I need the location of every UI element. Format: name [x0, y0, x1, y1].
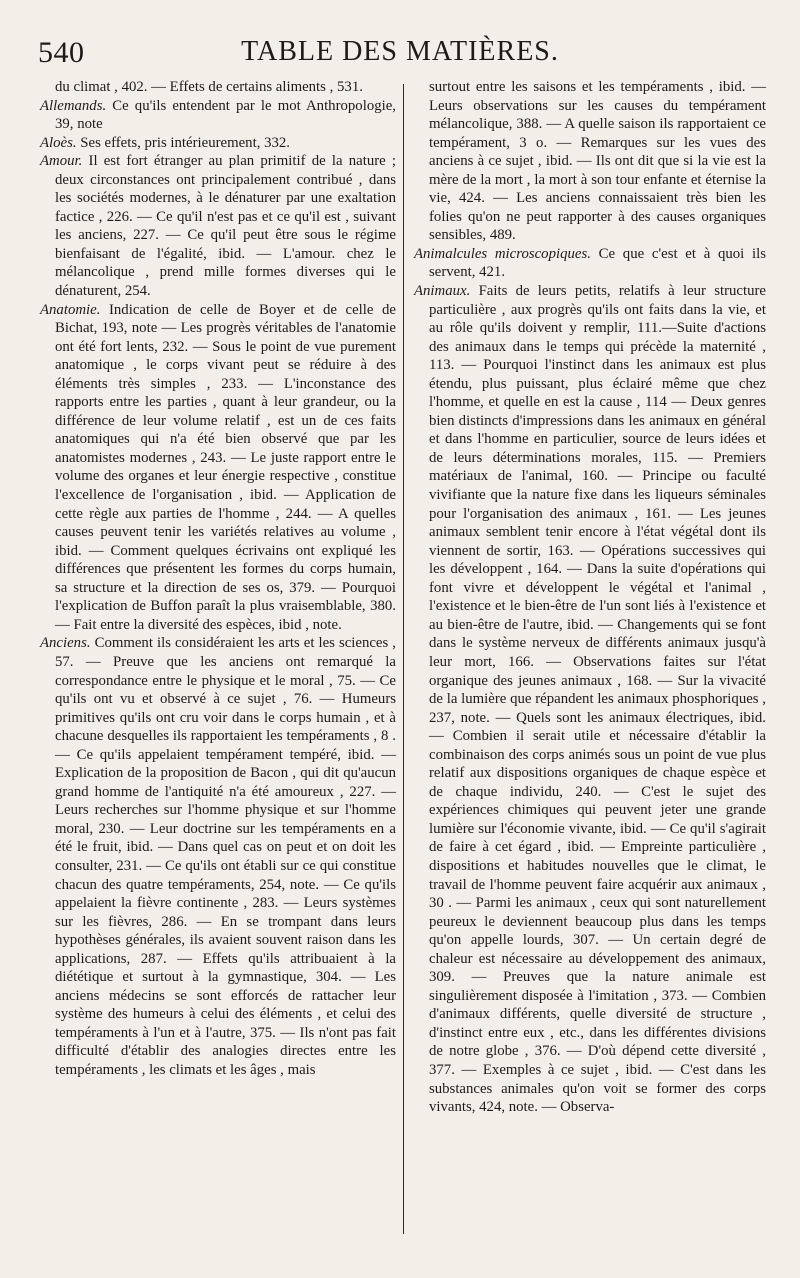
- entry-text: Ce que c'est et à quoi ils servent, 421.: [429, 245, 766, 281]
- entry-heading: Anciens.: [40, 635, 91, 652]
- index-entry: [40, 97, 396, 134]
- column-divider: [403, 84, 404, 1234]
- entry-heading: Animaux.: [414, 283, 471, 300]
- entry-text: Ce qu'ils entendent par le mot Anthropologie, 39, note: [55, 97, 396, 133]
- running-title: TABLE DES MATIÈRES.: [241, 36, 559, 67]
- entry-text: Il est fort étranger au plan primitif de la nature ; deux circonstances ont principalement contribué , dans les sociétés modernes, à le dénaturer par une exaltation factice , 226. — Ce qu'il n'est pas et ce qu'il est , suivant les anciens, 227. — Ce qu'il peut être sous le régime bienfaisant de l'égalité, ibid. — L'amour. chez le mélancolique , prend mille formes diverses qui le dénaturent, 254.: [55, 153, 396, 300]
- entry-text: Indication de celle de Boyer et de celle de Bichat, 193, note — Les progrès véritables de l'anatomie ont été fort lents, 232. — Sous le point de vue purement anatomique , le corps vivant peut se réduire à des éléments très simples , 233. — L'inconstance des rapports entre les parties , quant à leur grandeur, ou la différence de leur volume relatif , est un de ces faits anatomiques qui n'a été bien observé que par les anatomistes modernes , 243. — Le juste rapport entre le volume des organes et leur énergie respective , constitue l'excellence de l'organisation , ibid. — Application de cette règle aux parties de l'homme , 244. — A quelles causes peuvent tenir les variétés relatives au volume , ibid. — Comment quelques écrivains ont expliqué les différences que présentent les formes du corps humain, sa structure et la direction de ses os, 379. — Pourquoi l'explication de Buffon paraît la plus vraisemblable, 380. — Fait entre la diversité des espèces, ibid , note.: [55, 301, 396, 633]
- left-column: [40, 78, 396, 1080]
- page-number: 540: [38, 36, 85, 69]
- right-column: [414, 78, 766, 1117]
- index-entry: [40, 78, 396, 97]
- entry-text: surtout entre les saisons et les tempéraments , ibid. — Leurs observations sur les causes du tempérament mélancolique, 388. — A quelle saison ils rapportaient ce tempérament, 3 o. — Remarques sur les vues des anciens à ce sujet , ibid. — Ils ont dit que si la vie est la mère de la mort , la mort à son tour enfante et éternise la vie, 424. — Les anciens connaissaient très bien les folies qu'on ne peut rapporter à des causes organiques sensibles, 489.: [429, 79, 766, 244]
- entry-text: Comment ils considéraient les arts et les sciences , 57. — Preuve que les anciens ont remarqué la correspondance entre le physique et le moral , 75. — Ce qu'ils ont vu et observé à ce sujet , 76. — Humeurs primitives qu'ils ont cru voir dans le corps humain , et à chacune desquelles ils rapportaient les tempéraments , 8 . — Ce qu'ils appelaient tempérament tempéré, ibid. — Explication de la proposition de Bacon , qui dit qu'aucun grand homme de l'antiquité n'a été amoureux , 227. — Leurs recherches sur l'homme physique et sur l'homme moral, 230. — Leur doctrine sur les tempéraments en a été le fruit, ibid. — Dans quel cas on peut et on doit les consulter, 231. — Ce qu'ils ont établi sur ce qui constitue chacun des quatre tempéraments, 254, note. — Ce qu'ils appelaient la fièvre continente , 283. — Leurs systèmes sur les fièvres, 286. — En se trompant dans leurs hypothèses générales, ils avaient souvent raison dans les applications, 287. — Effets qu'ils attribuaient à la diététique et surtout à la gymnastique, 304. — Les anciens médecins se sont efforcés de rattacher leur système des humeurs à celui des éléments , et celui des tempéraments à l'un et à l'autre, 375. — Ils n'ont pas fait difficulté d'établir des analogies directes entre les tempéraments , les climats et les âges , mais: [55, 635, 396, 1078]
- index-entry: [414, 78, 766, 245]
- entry-text: Ses effets, pris intérieurement, 332.: [76, 134, 290, 151]
- index-entry: [40, 152, 396, 300]
- entry-text: du climat , 402. — Effets de certains aliments , 531.: [55, 79, 363, 95]
- entry-text: Faits de leurs petits, relatifs à leur structure particulière , aux progrès qu'ils ont faits dans la vie, et au rôle qu'ils doivent y remplir, 111.—Suite d'actions des animaux dans le temps qui précède la maternité , 113. — Pourquoi l'instinct dans les animaux est plus étendu, plus puissant, plus éclairé même que chez l'homme, et quelle en est la cause , 114 — Deux genres bien distincts d'impressions dans les animaux en général et dans l'homme en particulier, source de leurs idées et de leurs déterminations morales, 115. — Premiers matériaux de l'animal, 160. — Principe ou faculté vivifiante que la nature fixe dans les liqueurs séminales pour l'organisation des animaux , 161. — Les jeunes animaux semblent tenir encore à l'état végétal dont ils viennent de sortir, 163. — Opérations successives qui les développent , 164. — Dans la suite d'opérations qui font vivre et développent le végétal et l'animal , l'existence et le bien-être de l'un sont liés à l'existence et au bien-être de l'autre, ibid. — Changements qui se font dans le système nerveux de différents animaux jusqu'à leur mort, 166. — Observations faites sur l'état organique des jeunes animaux , 168. — Sur la vivacité de la lumière que répandent les animaux phosphoriques , 237, note. — Quels sont les animaux électriques, ibid. — Combien il serait utile et nécessaire d'établir la combinaison des corps animés sous un point de vue plus relatif aux dispositions organiques de chaque espèce et de chaque individu, 240. — C'est le sujet des expériences chimiques qui peuvent jeter une grande lumière sur l'économie vivante, ibid. — Ce qu'il s'agirait de faire à cet égard , ibid. — Empreinte particulière , dispositions et habitudes nouvelles que le climat, le travail de l'homme peuvent faire acquérir aux animaux , 30 . — Parmi les animaux , ceux qui sont naturellement peureux le deviennent beaucoup plus dans les temps qu'on appelle lourds, 307. — Un certain degré de chaleur est nécessaire au développement des animaux, 309. — Preuves que la nature animale est singulièrement disposée à l'imitation , 373. — Combien d'animaux différents, quelle diversité de structure , d'instinct entre eux , etc., dans les différentes divisions de notre globe , 376. — D'où dépend cette diversité , 377. — Exemples à ce sujet , ibid. — C'est dans les substances animales qu'on voit se former des corps vivants, 424, note. — Observa-: [429, 283, 766, 1116]
- entry-heading: Animalcules microscopiques.: [414, 245, 591, 262]
- index-entry: [40, 634, 396, 1079]
- index-entry: [40, 134, 396, 153]
- index-entry: [40, 301, 396, 635]
- index-entry: [414, 282, 766, 1117]
- entry-heading: Allemands.: [40, 97, 107, 114]
- page-header: [38, 36, 762, 76]
- entry-heading: Amour.: [40, 153, 83, 170]
- entry-heading: Aloès.: [40, 134, 77, 151]
- entry-heading: Anatomie.: [40, 301, 101, 318]
- index-entry: [414, 245, 766, 282]
